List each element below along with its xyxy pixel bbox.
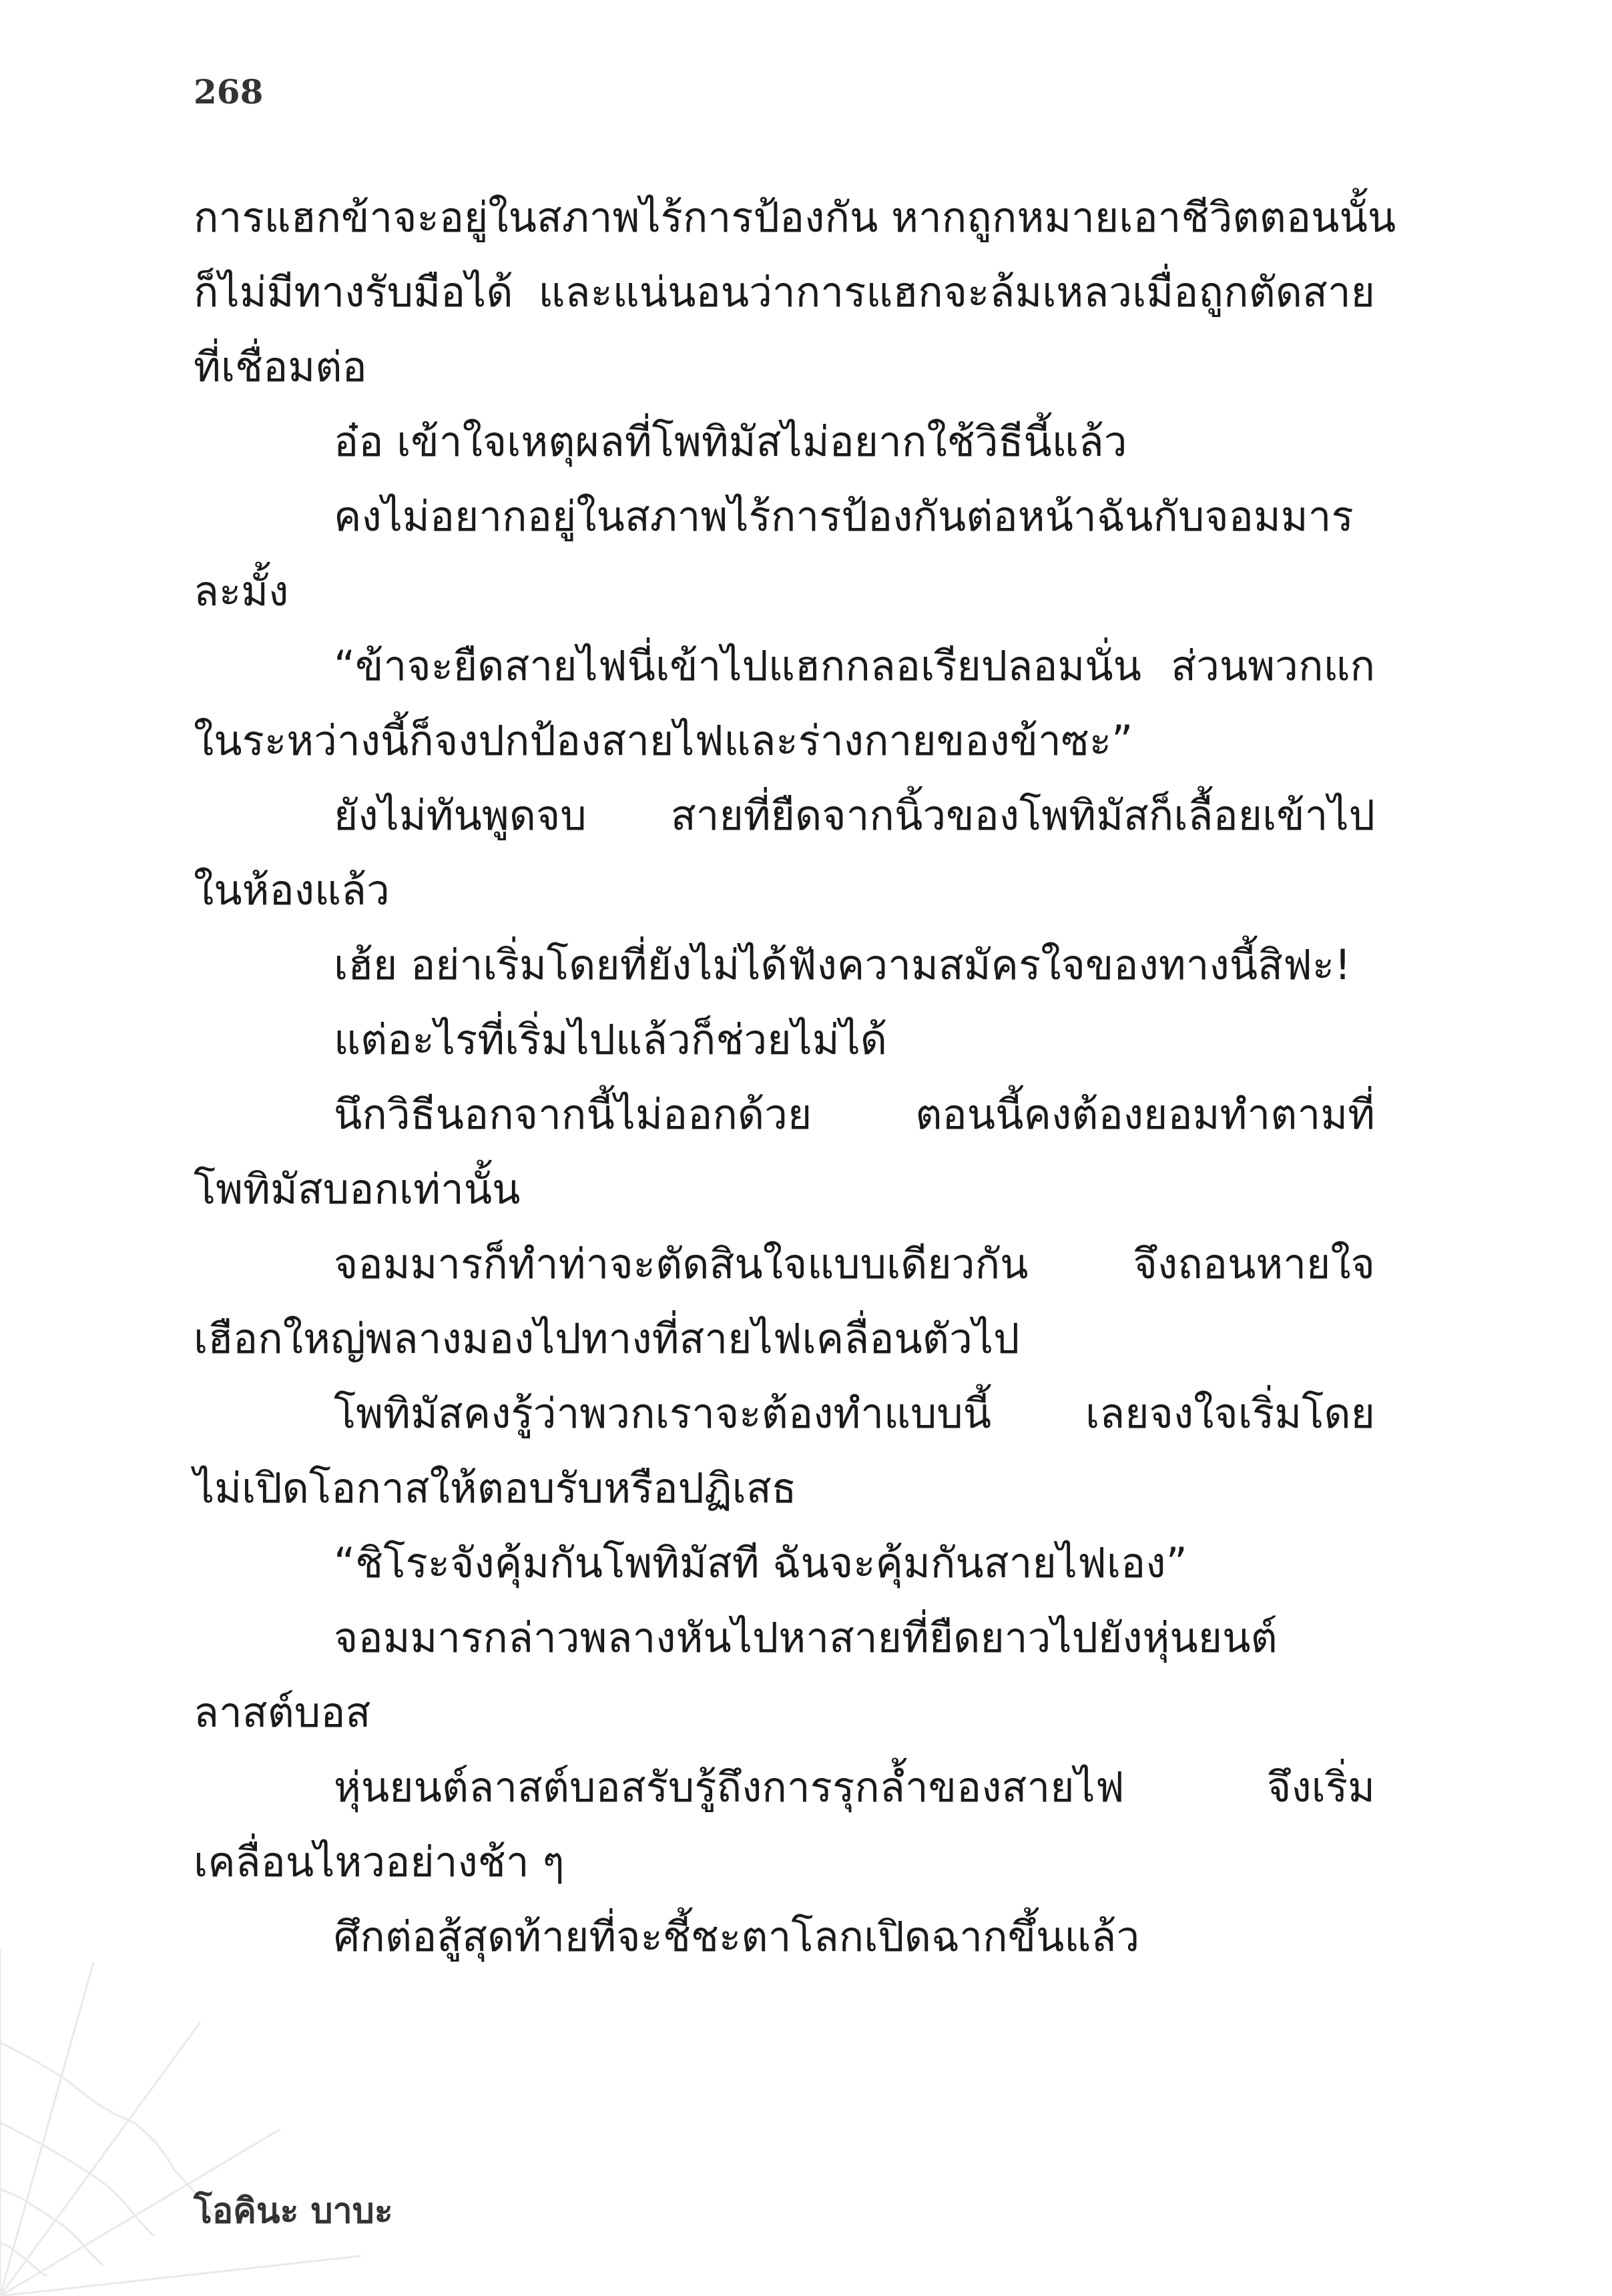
text-line: นึกวิธีนอกจากนี้ไม่ออกด้วย ตอนนี้คงต้องยอมทำตามที่ xyxy=(334,1090,1375,1139)
text-line: โพทิมัสบอกเท่านั้น xyxy=(194,1165,521,1213)
text-line: การแฮกข้าจะอยู่ในสภาพไร้การป้องกัน หากถูกหมายเอาชีวิตตอนนั้น xyxy=(194,193,1396,242)
text-line: ในระหว่างนี้ก็จงปกป้องสายไฟและร่างกายของข้าซะ” xyxy=(194,716,1133,765)
text-line: จอมมารกล่าวพลางหันไปหาสายที่ยืดยาวไปยังหุ่นยนต์ xyxy=(334,1613,1278,1662)
text-line: ที่เชื่อมต่อ xyxy=(194,342,367,391)
text-line: จอมมารก็ทำท่าจะตัดสินใจแบบเดียวกัน จึงถอนหายใจ xyxy=(334,1239,1375,1288)
text-line: โพทิมัสคงรู้ว่าพวกเราจะต้องทำแบบนี้ เลยจงใจเริ่มโดย xyxy=(334,1389,1375,1438)
text-line: ก็ไม่มีทางรับมือได้ และแน่นอนว่าการแฮกจะล้มเหลวเมื่อถูกตัดสาย xyxy=(194,268,1375,316)
text-line: เคลื่อนไหวอย่างช้า ๆ xyxy=(194,1837,565,1886)
author-name: โอคินะ บาบะ xyxy=(194,2191,393,2231)
cobweb-decoration xyxy=(0,1949,374,2296)
text-line: อ๋อ เข้าใจเหตุผลที่โพทิมัสไม่อยากใช้วิธีนี้แล้ว xyxy=(334,417,1127,466)
text-line: ศึกต่อสู้สุดท้ายที่จะชี้ชะตาโลกเปิดฉากขึ้นแล้ว xyxy=(334,1912,1140,1961)
text-line: คงไม่อยากอยู่ในสภาพไร้การป้องกันต่อหน้าฉันกับจอมมาร xyxy=(334,492,1354,541)
text-line: “ข้าจะยืดสายไฟนี่เข้าไปแฮกกลอเรียปลอมนั่น ส่วนพวกแก xyxy=(334,641,1375,690)
text-line: ไม่เปิดโอกาสให้ตอบรับหรือปฏิเสธ xyxy=(194,1464,797,1512)
text-line: แต่อะไรที่เริ่มไปแล้วก็ช่วยไม่ได้ xyxy=(334,1015,888,1064)
text-line: ในห้องแล้ว xyxy=(194,866,390,914)
text-line: ยังไม่ทันพูดจบ สายที่ยืดจากนิ้วของโพทิมัสก็เลื้อยเข้าไป xyxy=(334,791,1375,840)
text-line: เฮือกใหญ่พลางมองไปทางที่สายไฟเคลื่อนตัวไป xyxy=(194,1314,1020,1363)
text-line: ละมั้ง xyxy=(194,567,289,615)
text-line: เฮ้ย อย่าเริ่มโดยที่ยังไม่ได้ฟังความสมัครใจของทางนี้สิฟะ! xyxy=(334,940,1352,989)
body-text xyxy=(194,180,1396,1974)
text-line: หุ่นยนต์ลาสต์บอสรับรู้ถึงการรุกล้ำของสายไฟ จึงเริ่ม xyxy=(334,1763,1375,1811)
text-line: “ชิโระจังคุ้มกันโพทิมัสที ฉันจะคุ้มกันสายไฟเอง” xyxy=(334,1538,1187,1587)
page-number: 268 xyxy=(194,72,264,111)
text-line: ลาสต์บอส xyxy=(194,1688,371,1737)
